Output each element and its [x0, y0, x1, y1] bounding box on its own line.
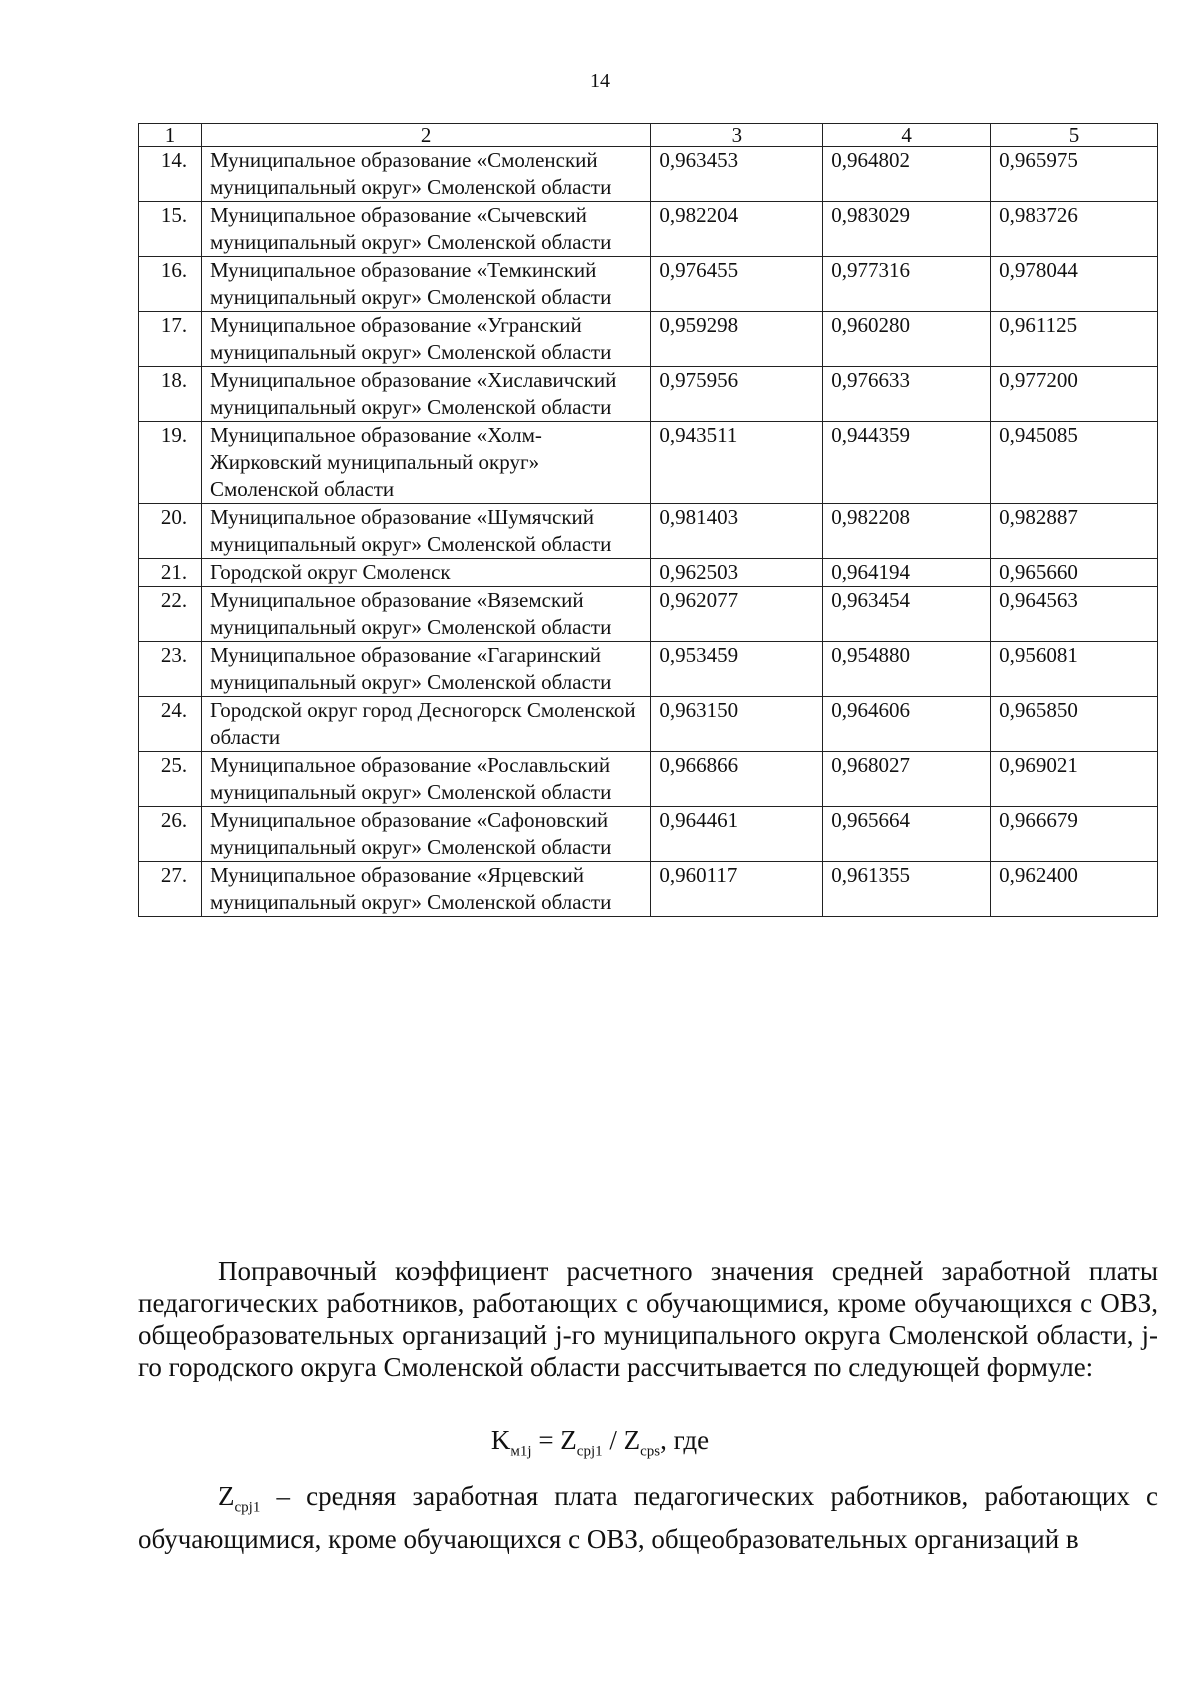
header-col-3: 3 — [651, 124, 823, 147]
table-row — [139, 559, 1158, 587]
row-value-col-3: 0,963150 — [651, 697, 823, 752]
row-value-col-4: 0,954880 — [823, 642, 991, 697]
formula-z1: Z — [560, 1425, 577, 1455]
table-row — [139, 257, 1158, 312]
row-number: 27. — [139, 862, 202, 917]
row-value-col-3: 0,976455 — [651, 257, 823, 312]
formula-z1-subscript: срj1 — [576, 1443, 603, 1460]
row-value-col-5: 0,945085 — [991, 422, 1158, 504]
row-number: 26. — [139, 807, 202, 862]
row-number: 17. — [139, 312, 202, 367]
row-number: 16. — [139, 257, 202, 312]
table-row — [139, 697, 1158, 752]
row-value-col-5: 0,969021 — [991, 752, 1158, 807]
table-row — [139, 752, 1158, 807]
row-value-col-5: 0,965660 — [991, 559, 1158, 587]
row-value-col-3: 0,964461 — [651, 807, 823, 862]
row-value-col-5: 0,956081 — [991, 642, 1158, 697]
row-value-col-4: 0,965664 — [823, 807, 991, 862]
row-value-col-3: 0,959298 — [651, 312, 823, 367]
row-name: Муниципальное образование «Холм-Жирковский муниципальный округ» Смоленской области — [201, 422, 650, 504]
row-name: Муниципальное образование «Рославльский муниципальный округ» Смоленской области — [201, 752, 650, 807]
header-col-2: 2 — [201, 124, 650, 147]
row-number: 24. — [139, 697, 202, 752]
coefficients-table — [138, 123, 1158, 917]
row-value-col-5: 0,962400 — [991, 862, 1158, 917]
table-row — [139, 422, 1158, 504]
row-name: Городской округ город Десногорск Смоленской области — [201, 697, 650, 752]
table-row — [139, 312, 1158, 367]
row-number: 25. — [139, 752, 202, 807]
row-value-col-5: 0,983726 — [991, 202, 1158, 257]
row-number: 19. — [139, 422, 202, 504]
row-value-col-5: 0,961125 — [991, 312, 1158, 367]
row-name: Муниципальное образование «Темкинский муниципальный округ» Смоленской области — [201, 257, 650, 312]
row-name: Муниципальное образование «Сафоновский муниципальный округ» Смоленской области — [201, 807, 650, 862]
row-value-col-4: 0,944359 — [823, 422, 991, 504]
row-value-col-3: 0,982204 — [651, 202, 823, 257]
table-row — [139, 587, 1158, 642]
row-value-col-4: 0,977316 — [823, 257, 991, 312]
row-value-col-3: 0,960117 — [651, 862, 823, 917]
row-name: Муниципальное образование «Угранский муниципальный округ» Смоленской области — [201, 312, 650, 367]
row-value-col-3: 0,966866 — [651, 752, 823, 807]
row-value-col-4: 0,983029 — [823, 202, 991, 257]
definition-z: Z — [218, 1481, 235, 1511]
row-value-col-4: 0,964194 — [823, 559, 991, 587]
row-value-col-3: 0,981403 — [651, 504, 823, 559]
formula — [0, 1425, 1200, 1460]
row-value-col-3: 0,963453 — [651, 147, 823, 202]
table-row — [139, 202, 1158, 257]
row-name: Городской округ Смоленск — [201, 559, 650, 587]
row-value-col-4: 0,982208 — [823, 504, 991, 559]
row-name: Муниципальное образование «Смоленский муниципальный округ» Смоленской области — [201, 147, 650, 202]
row-name: Муниципальное образование «Сычевский муниципальный округ» Смоленской области — [201, 202, 650, 257]
row-name: Муниципальное образование «Вяземский муниципальный округ» Смоленской области — [201, 587, 650, 642]
row-value-col-4: 0,964802 — [823, 147, 991, 202]
row-name: Муниципальное образование «Шумячский муниципальный округ» Смоленской области — [201, 504, 650, 559]
formula-tail: , где — [660, 1425, 710, 1455]
formula-k: K — [490, 1425, 511, 1455]
row-value-col-3: 0,962077 — [651, 587, 823, 642]
row-value-col-5: 0,978044 — [991, 257, 1158, 312]
formula-slash: / — [602, 1425, 624, 1455]
row-value-col-4: 0,961355 — [823, 862, 991, 917]
table-row — [139, 642, 1158, 697]
definition-text: – средняя заработная плата педагогических работников, работающих с обучающимися, кроме обучающихся с ОВЗ, общеобразовательных организаций в — [138, 1481, 1158, 1555]
paragraph-definition — [138, 1480, 1158, 1555]
row-value-col-4: 0,963454 — [823, 587, 991, 642]
table-row — [139, 862, 1158, 917]
row-value-col-3: 0,962503 — [651, 559, 823, 587]
table-row — [139, 147, 1158, 202]
table-header-row — [139, 124, 1158, 147]
row-value-col-4: 0,976633 — [823, 367, 991, 422]
row-value-col-3: 0,975956 — [651, 367, 823, 422]
row-number: 14. — [139, 147, 202, 202]
header-col-1: 1 — [139, 124, 202, 147]
row-number: 15. — [139, 202, 202, 257]
paragraph-correction-coefficient: Поправочный коэффициент расчетного значения средней заработной платы педагогических работников, работающих с обучающимися, кроме обучающихся с ОВЗ, общеобразовательных организаций j-го муниципального округа Смоленской области, j-го городского округа Смоленской области рассчитывается по следующей формуле: — [138, 1256, 1158, 1382]
formula-equals: = — [531, 1425, 561, 1455]
row-value-col-5: 0,982887 — [991, 504, 1158, 559]
row-name: Муниципальное образование «Гагаринский муниципальный округ» Смоленской области — [201, 642, 650, 697]
row-name: Муниципальное образование «Хиславичский муниципальный округ» Смоленской области — [201, 367, 650, 422]
row-value-col-5: 0,964563 — [991, 587, 1158, 642]
row-value-col-5: 0,965850 — [991, 697, 1158, 752]
row-name: Муниципальное образование «Ярцевский муниципальный округ» Смоленской области — [201, 862, 650, 917]
formula-z2: Z — [623, 1425, 641, 1455]
page-number: 14 — [590, 70, 610, 92]
table-row — [139, 367, 1158, 422]
row-number: 20. — [139, 504, 202, 559]
row-number: 21. — [139, 559, 202, 587]
header-col-4: 4 — [823, 124, 991, 147]
formula-z2-subscript: срs — [640, 1443, 661, 1460]
row-number: 18. — [139, 367, 202, 422]
definition-z-subscript: срj1 — [234, 1499, 261, 1516]
header-col-5: 5 — [991, 124, 1158, 147]
row-value-col-4: 0,960280 — [823, 312, 991, 367]
row-number: 23. — [139, 642, 202, 697]
row-value-col-3: 0,943511 — [651, 422, 823, 504]
table-row — [139, 807, 1158, 862]
row-value-col-3: 0,953459 — [651, 642, 823, 697]
row-value-col-4: 0,968027 — [823, 752, 991, 807]
row-value-col-5: 0,977200 — [991, 367, 1158, 422]
row-value-col-4: 0,964606 — [823, 697, 991, 752]
row-value-col-5: 0,965975 — [991, 147, 1158, 202]
row-number: 22. — [139, 587, 202, 642]
formula-k-subscript: м1j — [510, 1443, 532, 1460]
table-row — [139, 504, 1158, 559]
row-value-col-5: 0,966679 — [991, 807, 1158, 862]
